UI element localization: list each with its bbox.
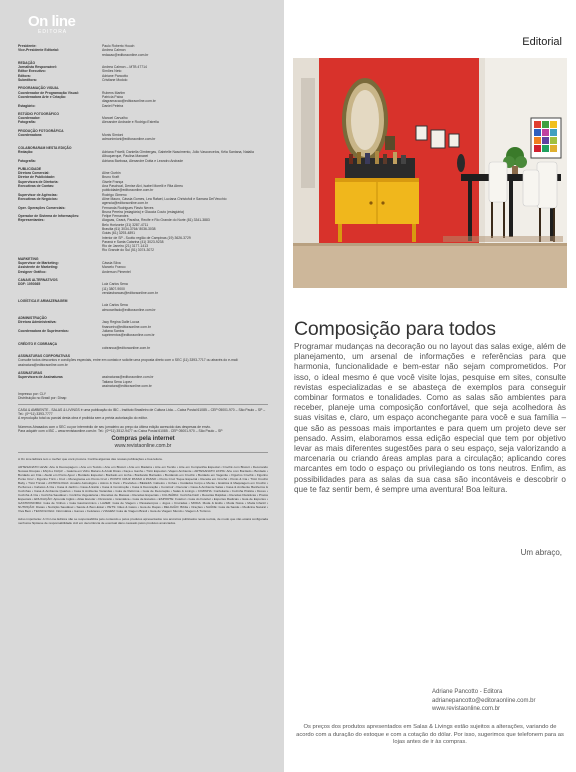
staff-role: Executivas de Contas: [18, 184, 55, 189]
staff-row [18, 159, 268, 163]
staff-row [18, 120, 268, 124]
staff-value: Aline Gurbin [102, 171, 121, 176]
staff-section-title: ASSINATURAS [18, 371, 43, 375]
staff-section-title: COLABORARAM NESTA EDIÇÃO [18, 145, 72, 150]
divider [18, 452, 268, 453]
staff-value: Jacy Regina Dalle Lucca financeiro@editoraonline.com.br [102, 320, 151, 329]
legal-intro: A On Line Editora tem o melhor que você procura. Confira algumas das nossas publicações e boa leitura. [18, 457, 163, 462]
publisher-address: CASA & AMBIENTE - SALAS & LIVINGS é uma publicação do IBC - Instituto Brasileiro de Cultura Ltda. – Caixa Postal 61085 – CEP 05001-970 – São Paulo – SP – Tel.: (0**11) 3393-7777 A reprodução total ou parcial desta obra é proibida sem a prévia autorização do editor. [18, 407, 266, 421]
staff-value: Daniel Peleira [102, 103, 124, 108]
staff-section-title: CANAIS ALTERNATIVOS [18, 277, 58, 282]
staff-value: Felipe Fernandes [102, 214, 129, 219]
staff-row [18, 375, 268, 388]
staff-row [18, 184, 268, 193]
staff-role: DDF: 1050365 [18, 282, 41, 287]
staff-value: Marcelo Franco [102, 265, 126, 270]
staff-row [18, 206, 268, 215]
staff-role: Presidente: [18, 44, 37, 48]
room-illustration [293, 58, 567, 288]
staff-value: Cristiane Modolo [102, 78, 128, 83]
staff-role: Oper. Operações Comerciais: [18, 205, 66, 210]
staff-value: Rubens Martim [102, 90, 125, 95]
staff-value: Adriana Barbosa, Alexandre Dotta e Leandro Andrade [102, 158, 184, 163]
printing-info: Impresso por: CLY Distribuição no Brasil por: Dinap [18, 392, 67, 401]
staff-row [18, 95, 268, 104]
staff-row [18, 218, 268, 252]
staff-row [18, 150, 268, 159]
staff-role: Jornalista Responsável: [18, 65, 58, 70]
staff-value: Fernanda Rodrigues Flavio Neves Bruna Pereira (estagiária) e Glaucia Couto (estagiária) [102, 205, 184, 214]
staff-value: Simões Neto [102, 69, 122, 74]
staff-panel [0, 0, 284, 772]
staff-value: Alagoas, Ceará, Paraíba, Recife e Rio Grande do Norte (81) 3341-3883 Belo Horizonte (31) 3287-4711 Brasília (61) 3034-3764/ 8036-3038 Goiás (61) 3293-4891 Interior de SP - Scotto região de Campinas (19) 3626-3729 Paraná e Santa Catarina (41) 3023-9238 Rio de Janeiro (21) 3177-1413 Rio Grande do Sul (51) 3074-3072 [102, 218, 210, 253]
staff-value: Manoel Carvalho [102, 116, 128, 121]
staff-row [18, 303, 268, 312]
staff-role: Diretor de Publicidade: [18, 175, 56, 180]
staff-role: Supervisora de Diretoria: [18, 179, 59, 184]
staff-role: Coordenador de Programação Visual: [18, 90, 79, 95]
staff-section-title: REDAÇÃO [18, 60, 36, 65]
staff-value: Rodrigo Gimeno [102, 192, 127, 197]
staff-role: Coordenadora de Suprimentos: [18, 328, 69, 333]
buy-online-url[interactable]: www.revistaonline.com.br [114, 443, 172, 450]
staff-row [18, 320, 268, 329]
staff-section-title: MARKETING [18, 256, 39, 261]
editorial-body: Programar mudanças na decoração ou no layout das salas exige, além de planejamento, um arsenal de informações e referências para que harmonia, funcionalidade e bem-estar não sejam comprometidos. Por isso, o ideal mesmo é que você visite lojas, pesquise em sites, consulte revistas especializadas e se abasteça de exemplos para conseguir combinar formatos e tonalidades. Como as salas são ambientes para receber, planeje uma composição confortável, que seja acolhedora às suas visitas e, claro, um espaço aconchegante para você e sua família – que são as pessoas mais importantes e para quem um projeto deve ser pensado. Assim, elaboramos essa edição especial que tem por objetivo levar as mais diferentes sugestões para o seu espaço, seja valorizando a marcenaria ou criando áreas amplas para a circulação; aplicando cores marcantes em todo o espaço ou privilegiando os tons neutros. Enfim, as possibilidades para as salas da sua casa são incontáveis e descobrir o que te faz sentir bem, é sempre uma aventura! Boa leitura. [294, 342, 566, 494]
staff-value: Andrea Calmon redacao@editoraonline.com.br [102, 48, 149, 57]
staff-value: Monis Simioni admonimioni@editoraonline.com.br [102, 133, 156, 142]
staff-role: Diretora Comercial: [18, 171, 50, 176]
staff-row [18, 133, 268, 142]
staff-role: Editora: [18, 73, 31, 78]
staff-role [18, 303, 102, 312]
staff-section-title: PRODUÇÃO FOTOGRÁFICA [18, 128, 64, 133]
staff-role: Executivas de Negócios: [18, 196, 58, 201]
price-disclaimer: Os preços dos produtos apresentados em Salas & Livings estão sujeitos a alterações, variando de acordo com a duração do estoque e com a cotação do dólar. Por isso, sugerimos que telefonem para as lojas antes de ir às compras. [296, 724, 564, 746]
staff-section-title: PROGRAMAÇÃO VISUAL [18, 86, 60, 91]
staff-section-title: ADMINISTRAÇÃO [18, 316, 47, 321]
editorial-closing: Um abraço, [520, 548, 562, 557]
divider [18, 404, 268, 405]
legal-footer: Aviso importante: A On Line Editora não se responsabiliza pelo conteúdo e pelos produtos apresentados nos anúncios publicados nesta revista, de modo que não estará configurada nenhuma hipótese de responsabilidade civil em decorrência de eventual dano causado pelos produtos anunciados. [18, 517, 268, 526]
staff-role: Representantes: [18, 218, 45, 223]
signature-name: Adriane Pancotto - Editora [432, 689, 503, 695]
logo-text: On line [28, 13, 76, 30]
staff-value: Patrícia Paixa diagramacao@editoraonline.com.br [102, 94, 156, 104]
staff-role: Coordenador: [18, 116, 41, 121]
online-editora-logo [28, 14, 80, 38]
staff-row [18, 282, 268, 295]
staff-role: Subeditora: [18, 78, 37, 83]
staff-role: Supervisora de Assinaturas [18, 375, 63, 380]
staff-value: Bruno Kraft [102, 175, 120, 180]
staff-row [18, 48, 268, 57]
staff-role: Operador de Sistema de Informações: [18, 214, 80, 219]
staff-role: Coordenadora: [18, 133, 43, 138]
staff-value: Cássia Silva [102, 261, 121, 266]
editor-signature [432, 688, 572, 714]
living-room-photo [293, 58, 567, 288]
signature-website[interactable]: www.revistaonline.com.br [432, 706, 501, 712]
editorial-headline: Composição para todos [294, 318, 496, 340]
section-label: Editorial [522, 36, 562, 48]
staff-value: Anderson Pimentel [102, 269, 131, 274]
staff-value: Adriana Fricelli, Daniella Gimbergas, Gabrielle Nascimento, Júlio Vasconcelos, Kéia Santana, Natalia Albuquerque, Paulina Manaxel [102, 149, 254, 159]
staff-value: assinaturas@editoraonline.com.br Tatiana Sena Lopez assinatura@editoraonline.com.br [102, 375, 154, 388]
staff-value: Gisele França [102, 179, 124, 184]
staff-role: Editor Executivo: [18, 69, 46, 74]
corporate-note: Consulte todos descontos e condições especiais, entre em contato e solicite uma proposta direto com o SEC (11) 3393-7717 ou através do e-mail: assinatura@editoraonline.com.br [18, 358, 239, 367]
staff-section-title: LOGÍSTICA E ARMAZENAGEM [18, 299, 68, 304]
staff-value: Andrea Calmon – MTB 47714 [102, 65, 147, 70]
logo-subtext: EDITORA [38, 29, 68, 35]
staff-row [18, 104, 268, 108]
staff-value: Alexandre Andrade e Rodrigo Estrella [102, 120, 159, 125]
staff-role: Fotografia: [18, 120, 36, 125]
staff-row [18, 346, 268, 350]
staff-role: Redação: [18, 149, 34, 154]
staff-section-title: CRÉDITO E COBRANÇA [18, 341, 58, 346]
staff-value: Juliana Santos suprimentos@editoraonline.com.br [102, 328, 155, 338]
back-issues: Números Atrasados com o SEC ou por intermédio de seu jornaleiro ao preço da última edição acrescido das despesas de envio. Para adquirir com o IBC – www.revistaonline.com.br. Tel.: (0**11) 3512-9477 ou Caixa Postal 61085 - CEP 05001-970 – São Paulo – SP [18, 424, 223, 433]
staff-masthead [18, 44, 268, 525]
staff-role [18, 346, 102, 350]
staff-section-title: ESTÚDIO FOTOGRÁFICO [18, 111, 60, 116]
staff-role: Designer Gráfico: [18, 269, 47, 274]
staff-value: Paulo Roberto Houch [102, 44, 135, 48]
staff-row [18, 270, 268, 274]
staff-role: Vice-Presidente Editorial: [18, 48, 60, 53]
staff-role: Supervisor de Agências: [18, 192, 58, 197]
staff-row [18, 78, 268, 82]
staff-section-title: ASSINATURAS CORPORATIVAS [18, 354, 70, 359]
staff-section-title: PUBLICIDADE [18, 166, 42, 171]
staff-row [18, 197, 268, 206]
staff-value: Adriane Pancotto [102, 73, 129, 78]
staff-value: Ana Paschoal, Denise Alvi, Isabel Morelli e Rita Abreu publicidade@editoraonline.com.br [102, 184, 184, 193]
staff-value: Aline Mauro, Cássia Gomes, Lea Rafael, Luciana Christofoli e Samara Del'Vecchio agencia@editoraonline.com.br [102, 196, 227, 206]
staff-role: Assistente de Marketing: [18, 265, 59, 270]
staff-row [18, 329, 268, 338]
staff-role: Fotografia: [18, 158, 36, 163]
staff-role: Coordenadora Arte e Criação: [18, 94, 67, 99]
staff-value: cobranca@editoraonline.com.br [102, 345, 151, 350]
staff-role: Diretora Administrativa: [18, 320, 57, 325]
staff-value: Luiz Carlos Sena (11) 3807-9000 vendasbancas@editoraonline.com.br [102, 282, 159, 295]
publications-list: ARTESANATO LEVE: Arte & Decoupagem • Arte em Tecido • Arte em Biscuit • Arte em Madeira • Arte em Tecido • Arte em Companhia Especial • Crochê com Biscuit • Decorando Nossas Roupas • FAÇA e FAÇA! – Galeria em Vidro Maluco & Azulê Dicas • Faça e Ganhe • Tricô Especial • Viajem Ambiente • ARTESANATO LINHA: Arte com Bordado • Bordado • Bordado em Fita • Ateliê em Ponto Ajour • Bordado Especial • Bordado em Linha • Bordando Barrados • Bordando em Crochê • Bordado em Vagonite • Figurino Crochê • Figurino Ponto Cruz • Figurino Tricô • Cruz • Monograma em Ponto Cruz • PONTO CRUZ PASSO A PASSO • Ponto Cruz Toque Especial • Receita em Crochê • Ponto & Cia • Tricô Crochê Baby • Tricô Tricotê • ASTROLOGIA: Anuário Astrológico • Astros & Você • Previsões • BELEZA: Cabelos • Unhas • Cuidados Corpo e Mente • Estética & Maquiagem em Crochê • Perfumes • Cabelos & Cia • Casa & Jardim • Casa & Estilo • Casa & Construção • Casa & Decoração • Construir • Decorar • Casa & Ambiente Salas • Casa & Ambiente Banheiros & Cozinhas • Casa & Ambiente Quartos • Casa & Ambiente Varandas • Guia de Reforma • Guia de Decoração • Salas & Livings • COZINHA: Confeitaria • Cozinha Prática • Doces • Cozinha & Cia • Cozinha Saudável • Cozinha Vegetariana • Receitas de Massas • Receitas Especiais • CULINÁRIA: Cozinha Fácil • Receitas Rápidas • Receitas Dietéticas • Pratos Especiais • EDUCAÇÃO: Aprenda Inglês • Atlas Escolar • Dicionário • Gramática • Guia de Estudos • ESPORTE: Futebol • Guia do Futebol • Esportes Radicais • Guia de Esportes • GASTRONOMIA: Guia de Vinhos • Guia Gastronômico • LAZER: Guia de Viagem • Passatempos • Jogos • Cruzadas • MODA: Moda & Estilo • Moda Noiva • Moda Infantil • NUTRIÇÃO: Dietas • Nutrição Saudável • Saúde & Bem-Estar • PETS: Cães & Gatos • Guia de Raças • RELIGIÃO: Bíblia • Orações • SAÚDE: Guia da Saúde • Medicina Natural • Viva Bem • TECNOLOGIA: Informática • Games • Celulares • VIAGEM: Guia de Viagem Brasil • Guia de Viagem Mundo • Viagem & Turismo [18, 465, 268, 514]
staff-value: Luiz Carlos Sena almoxarifado@editoraonline.com.br [102, 303, 156, 312]
staff-role: Supervisor de Marketing: [18, 261, 59, 266]
signature-email[interactable]: adrianepancotto@editoraonline.com.br [432, 697, 536, 704]
buy-online-title: Compras pela internet [111, 436, 175, 443]
staff-role: Estagiário: [18, 103, 36, 108]
